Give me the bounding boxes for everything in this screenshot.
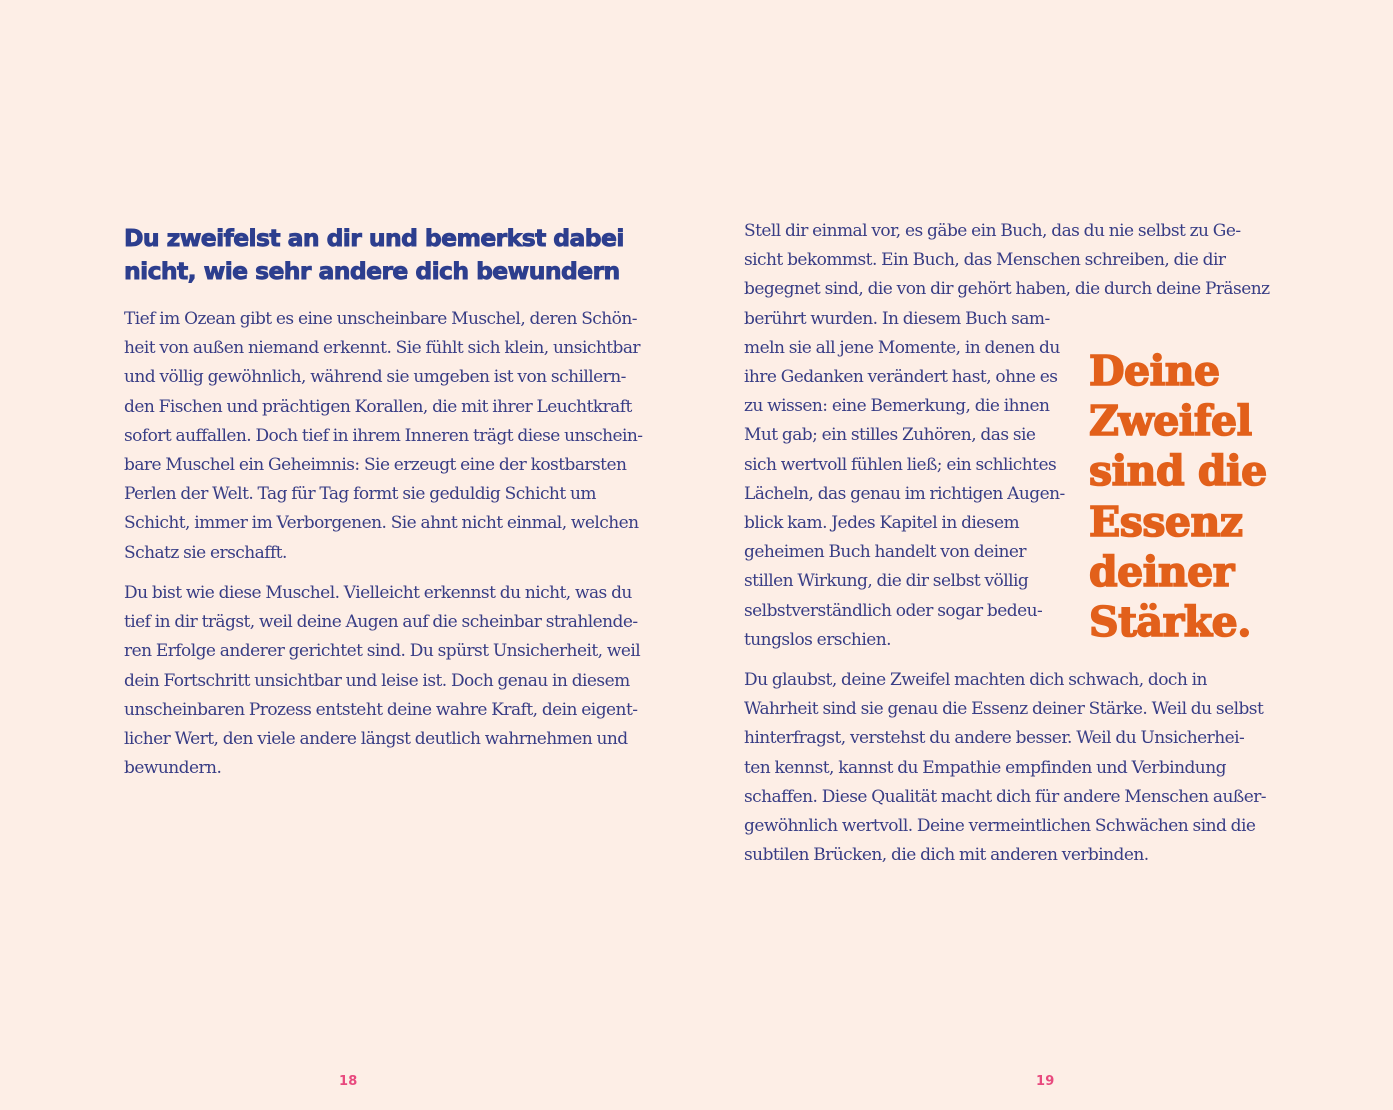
text-line: begegnet sind, die von dir gehört haben, die durch deine Präsenz bbox=[744, 279, 1270, 300]
paragraph-muschel bbox=[124, 579, 640, 783]
pull-quote-line: Deine bbox=[1089, 347, 1220, 395]
left-page bbox=[0, 0, 696, 1110]
text-line: Wahrheit sind sie genau die Essenz deiner Stärke. Weil du selbst bbox=[744, 699, 1264, 720]
text-line: bare Muschel ein Geheimnis: Sie erzeugt eine der kostbarsten bbox=[124, 455, 627, 476]
text-line: Mut gab; ein stilles Zuhören, das sie bbox=[744, 425, 1036, 446]
text-line: tief in dir trägst, weil deine Augen auf die scheinbar strahlende- bbox=[124, 612, 638, 633]
text-line: Tief im Ozean gibt es eine unscheinbare Muschel, deren Schön- bbox=[124, 309, 637, 329]
text-line: ren Erfolge anderer gerichtet sind. Du spürst Unsicherheit, weil bbox=[124, 641, 641, 662]
text-line: geheimen Buch handelt von deiner bbox=[744, 542, 1026, 563]
paragraph-shell bbox=[124, 305, 642, 568]
text-line: ten kennst, kannst du Empathie empfinden und Verbindung bbox=[744, 757, 1226, 778]
text-line: schaffen. Diese Qualität macht dich für andere Menschen außer- bbox=[744, 786, 1266, 807]
text-line: Schicht, immer im Verborgenen. Sie ahnt nicht einmal, welchen bbox=[124, 513, 639, 534]
pull-quote bbox=[1089, 346, 1267, 647]
text-line: sich wertvoll fühlen ließ; ein schlichtes bbox=[744, 454, 1057, 475]
pull-quote-line: Stärke. bbox=[1089, 598, 1251, 647]
text-line: tungslos erschien. bbox=[744, 629, 891, 650]
right-page bbox=[696, 0, 1393, 1110]
text-line: den Fischen und prächtigen Korallen, die mit ihrer Leuchtkraft bbox=[124, 396, 632, 417]
text-line: und völlig gewöhnlich, während sie umgeben ist von schillern- bbox=[124, 367, 626, 388]
text-line: sicht bekommst. Ein Buch, das Menschen schreiben, die dir bbox=[744, 250, 1226, 271]
text-line: zu wissen: eine Bemerkung, die ihnen bbox=[744, 396, 1050, 417]
text-line: blick kam. Jedes Kapitel in diesem bbox=[744, 513, 1020, 534]
text-line: unscheinbaren Prozess entsteht deine wahre Kraft, dein eigent- bbox=[124, 699, 638, 720]
text-line: ihre Gedanken verändert hast, ohne es bbox=[744, 367, 1058, 388]
paragraph-doubts-strength bbox=[744, 666, 1266, 870]
page-number-left: 18 bbox=[339, 1074, 358, 1089]
text-line: licher Wert, den viele andere längst deutlich wahrnehmen und bbox=[124, 729, 628, 750]
text-line: bewundern. bbox=[124, 758, 222, 779]
text-line: subtilen Brücken, die dich mit anderen verbinden. bbox=[744, 845, 1149, 866]
text-line: selbstverständlich oder sogar bedeu- bbox=[744, 600, 1043, 621]
text-line: Du bist wie diese Muschel. Vielleicht erkennst du nicht, was du bbox=[124, 583, 632, 603]
text-line: gewöhnlich wertvoll. Deine vermeintlichen Schwächen sind die bbox=[744, 816, 1256, 837]
text-line: heit von außen niemand erkennt. Sie fühlt sich klein, unsichtbar bbox=[124, 338, 640, 359]
chapter-heading bbox=[124, 222, 644, 288]
text-line: berührt wurden. In diesem Buch sam- bbox=[744, 308, 1050, 329]
text-line: meln sie all jene Momente, in denen du bbox=[744, 337, 1060, 358]
text-line: stillen Wirkung, die dir selbst völlig bbox=[744, 571, 1029, 592]
pull-quote-line: deiner bbox=[1089, 547, 1234, 596]
pull-quote-line: Zweifel bbox=[1089, 397, 1252, 446]
text-line: dein Fortschritt unsichtbar und leise ist. Doch genau in diesem bbox=[124, 670, 630, 691]
text-line: Stell dir einmal vor, es gäbe ein Buch, das du nie selbst zu Ge- bbox=[744, 221, 1241, 241]
heading-line: Du zweifelst an dir und bemerkst dabei bbox=[124, 224, 624, 252]
text-line: Lächeln, das genau im richtigen Augen- bbox=[744, 483, 1065, 504]
pull-quote-line: Essenz bbox=[1089, 497, 1243, 546]
page-number-right: 19 bbox=[1036, 1074, 1055, 1089]
text-line: hinterfragst, verstehst du andere besser. Weil du Unsicherhei- bbox=[744, 728, 1245, 749]
heading-line: nicht, wie sehr andere dich bewundern bbox=[124, 257, 620, 285]
text-line: Schatz sie erschafft. bbox=[124, 542, 287, 563]
text-line: Perlen der Welt. Tag für Tag formt sie geduldig Schicht um bbox=[124, 484, 596, 505]
pull-quote-line: sind die bbox=[1089, 447, 1267, 496]
text-line: sofort auffallen. Doch tief in ihrem Inneren trägt diese unschein- bbox=[124, 425, 643, 446]
text-line: Du glaubst, deine Zweifel machten dich schwach, doch in bbox=[744, 670, 1207, 690]
